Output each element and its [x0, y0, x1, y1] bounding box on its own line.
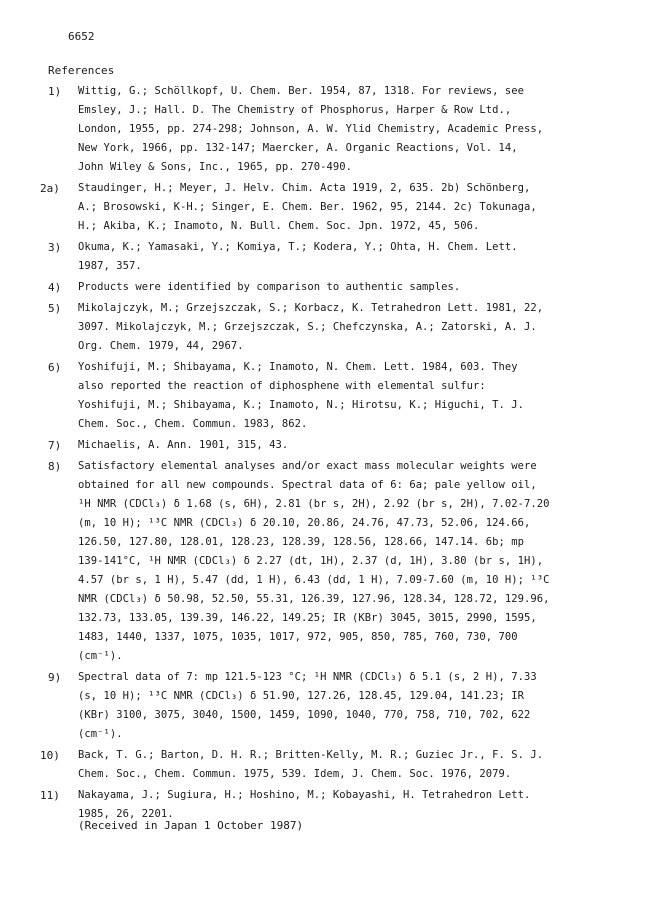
reference-item	[48, 238, 623, 276]
reference-text-line: (s, 10 H); ¹³C NMR (CDCl₃) δ 51.90, 127.26, 128.45, 129.04, 141.23; IR	[78, 690, 525, 702]
reference-text-line: Products were identified by comparison to authentic samples.	[78, 281, 461, 293]
reference-text-line: Wittig, G.; Schöllkopf, U. Chem. Ber. 1954, 87, 1318. For reviews, see	[78, 85, 525, 97]
reference-text-line: A.; Brosowski, K-H.; Singer, E. Chem. Ber. 1962, 95, 2144. 2c) Tokunaga,	[78, 201, 537, 213]
reference-text-line: Chem. Soc., Chem. Commun. 1983, 862.	[78, 418, 308, 430]
reference-number: 4)	[48, 281, 62, 294]
reference-number: 11)	[40, 789, 60, 802]
reference-text-line: Staudinger, H.; Meyer, J. Helv. Chim. Acta 1919, 2, 635. 2b) Schönberg,	[78, 182, 531, 194]
reference-text-line: (m, 10 H); ¹³C NMR (CDCl₃) δ 20.10, 20.86, 24.76, 47.73, 52.06, 124.66,	[78, 517, 531, 529]
reference-text-line: Chem. Soc., Chem. Commun. 1975, 539. Idem, J. Chem. Soc. 1976, 2079.	[78, 768, 512, 780]
reference-item	[48, 668, 623, 744]
reference-text-line: Okuma, K.; Yamasaki, Y.; Komiya, T.; Kodera, Y.; Ohta, H. Chem. Lett.	[78, 241, 518, 253]
reference-text-line: Org. Chem. 1979, 44, 2967.	[78, 340, 244, 352]
reference-text-line: Yoshifuji, M.; Shibayama, K.; Inamoto, N. Chem. Lett. 1984, 603. They	[78, 361, 518, 373]
reference-number: 9)	[48, 671, 62, 684]
reference-item	[48, 358, 623, 434]
reference-item	[48, 82, 623, 177]
reference-text-line: (cm⁻¹).	[78, 650, 123, 662]
reference-item	[40, 179, 623, 236]
reference-text-line: Nakayama, J.; Sugiura, H.; Hoshino, M.; Kobayashi, H. Tetrahedron Lett.	[78, 789, 531, 801]
reference-text-line: 1483, 1440, 1337, 1075, 1035, 1017, 972, 905, 850, 785, 760, 730, 700	[78, 631, 518, 643]
reference-number: 3)	[48, 241, 62, 254]
reference-text-line: Spectral data of 7: mp 121.5-123 °C; ¹H NMR (CDCl₃) δ 5.1 (s, 2 H), 7.33	[78, 671, 537, 683]
reference-text-line: (KBr) 3100, 3075, 3040, 1500, 1459, 1090, 1040, 770, 758, 710, 702, 622	[78, 709, 531, 721]
reference-list	[40, 82, 623, 826]
reference-text-line: Yoshifuji, M.; Shibayama, K.; Inamoto, N.; Hirotsu, K.; Higuchi, T. J.	[78, 399, 525, 411]
reference-text-line: Back, T. G.; Barton, D. H. R.; Britten-Kelly, M. R.; Guziec Jr., F. S. J.	[78, 749, 544, 761]
received-date: (Received in Japan 1 October 1987)	[78, 819, 304, 832]
reference-text-line: London, 1955, pp. 274-298; Johnson, A. W. Ylid Chemistry, Academic Press,	[78, 123, 544, 135]
reference-text-line: John Wiley & Sons, Inc., 1965, pp. 270-490.	[78, 161, 352, 173]
reference-item	[48, 457, 623, 666]
reference-item	[40, 746, 623, 784]
references-heading: References	[48, 64, 115, 77]
reference-text-line: obtained for all new compounds. Spectral data of 6: 6a; pale yellow oil,	[78, 479, 537, 491]
reference-text-line: 139-141°C, ¹H NMR (CDCl₃) δ 2.27 (dt, 1H), 2.37 (d, 1H), 3.80 (br s, 1H),	[78, 555, 544, 567]
reference-text-line: NMR (CDCl₃) δ 50.98, 52.50, 55.31, 126.39, 127.96, 128.34, 128.72, 129.96,	[78, 593, 550, 605]
reference-text-line: ¹H NMR (CDCl₃) δ 1.68 (s, 6H), 2.81 (br s, 2H), 2.92 (br s, 2H), 7.02-7.20	[78, 498, 550, 510]
reference-text-line: Emsley, J.; Hall. D. The Chemistry of Phosphorus, Harper & Row Ltd.,	[78, 104, 512, 116]
reference-text-line: 132.73, 133.05, 139.39, 146.22, 149.25; IR (KBr) 3045, 3015, 2990, 1595,	[78, 612, 537, 624]
reference-text-line: New York, 1966, pp. 132-147; Maercker, A. Organic Reactions, Vol. 14,	[78, 142, 518, 154]
page-number: 6652	[68, 30, 95, 43]
reference-text-line: also reported the reaction of diphosphene with elemental sulfur:	[78, 380, 486, 392]
reference-text-line: Mikolajczyk, M.; Grzejszczak, S.; Korbacz, K. Tetrahedron Lett. 1981, 22,	[78, 302, 544, 314]
reference-text-line: (cm⁻¹).	[78, 728, 123, 740]
reference-number: 1)	[48, 85, 62, 98]
reference-text-line: 4.57 (br s, 1 H), 5.47 (dd, 1 H), 6.43 (dd, 1 H), 7.09-7.60 (m, 10 H); ¹³C	[78, 574, 550, 586]
reference-text-line: Michaelis, A. Ann. 1901, 315, 43.	[78, 439, 289, 451]
reference-text-line: 1985, 26, 2201.	[78, 808, 174, 820]
reference-text-line: Satisfactory elemental analyses and/or exact mass molecular weights were	[78, 460, 537, 472]
reference-number: 8)	[48, 460, 62, 473]
reference-text-line: 126.50, 127.80, 128.01, 128.23, 128.39, 128.56, 128.66, 147.14. 6b; mp	[78, 536, 525, 548]
reference-number: 10)	[40, 749, 60, 762]
reference-text-line: 3097. Mikolajczyk, M.; Grzejszczak, S.; Chefczynska, A.; Zatorski, A. J.	[78, 321, 537, 333]
reference-number: 6)	[48, 361, 62, 374]
reference-number: 2a)	[40, 182, 60, 195]
reference-item	[48, 299, 623, 356]
reference-text-line: 1987, 357.	[78, 260, 142, 272]
reference-number: 5)	[48, 302, 62, 315]
reference-item	[48, 436, 623, 455]
reference-item	[48, 278, 623, 297]
reference-number: 7)	[48, 439, 62, 452]
reference-text-line: H.; Akiba, K.; Inamoto, N. Bull. Chem. Soc. Jpn. 1972, 45, 506.	[78, 220, 480, 232]
